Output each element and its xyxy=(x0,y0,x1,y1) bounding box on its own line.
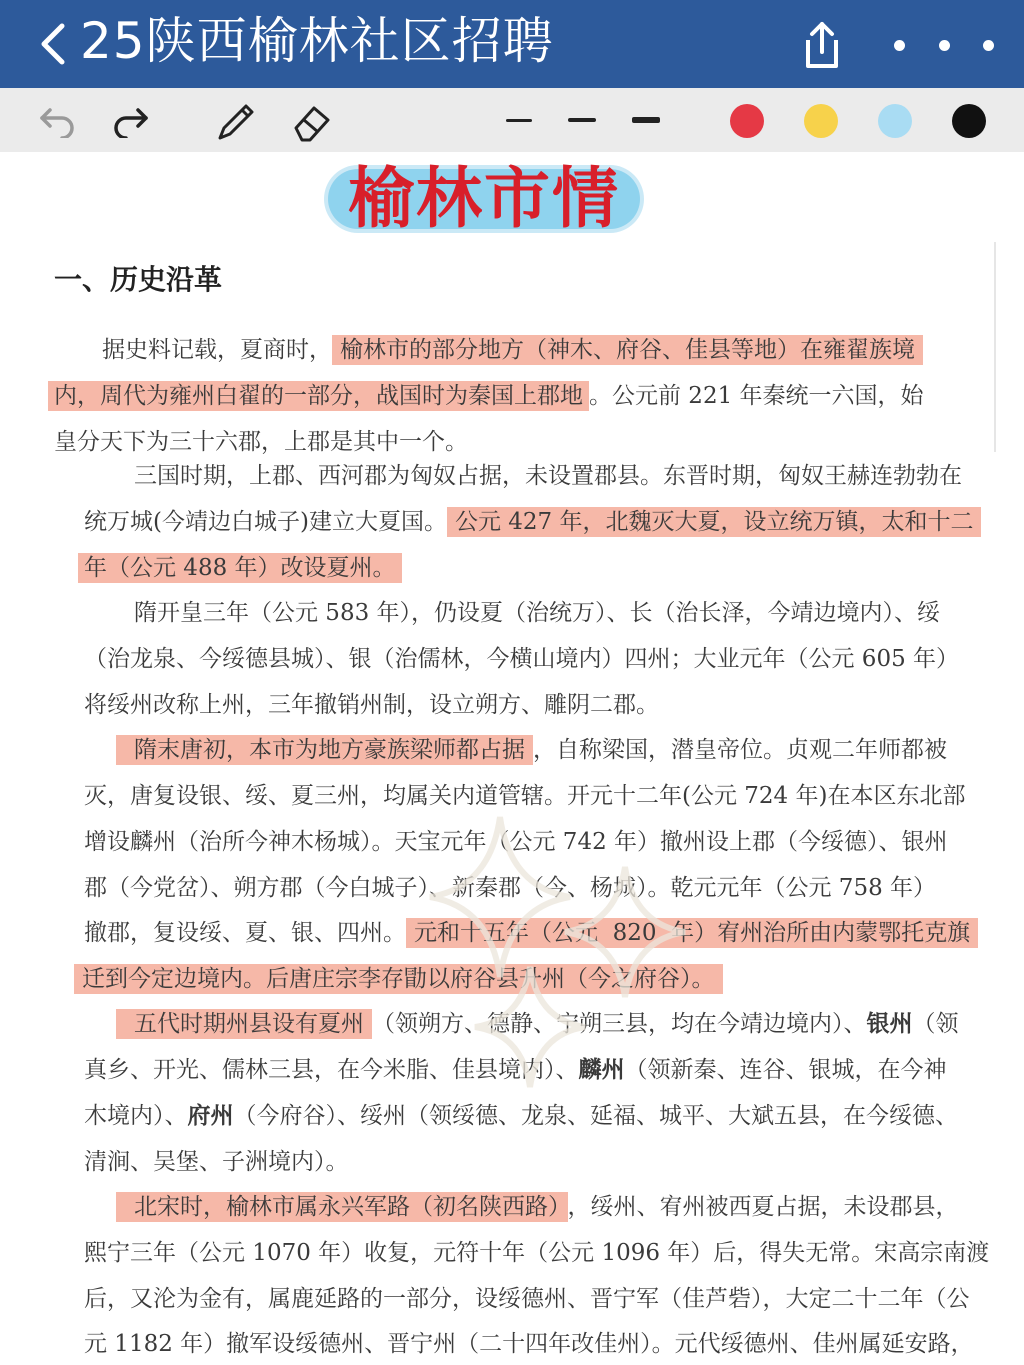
share-icon xyxy=(800,20,844,70)
top-bar xyxy=(0,0,1024,88)
text-line: 元 1182 年）撤军设绥德州、晋宁州（二十四年改佳州）。元代绥德州、佳州属延安路， xyxy=(84,1331,974,1357)
text-line: 统万城(今靖边白城子)建立大夏国。 公元 427 年，北魏灭大夏，设立统万镇，太和十二 xyxy=(84,505,981,539)
text-line: 郡（今党岔）、朔方郡（今白城子）、新秦郡（今、杨城）。乾元元年（公元 758 年） xyxy=(84,875,937,901)
highlight: 公元 427 年，北魏灭大夏，设立统万镇，太和十二 xyxy=(447,507,982,537)
text-line: 三国时期，上郡、西河郡为匈奴占据，未设置郡县。东晋时期，匈奴王赫连勃勃在 xyxy=(134,463,962,489)
text-line: 熙宁三年（公元 1070 年）收复，元符十年（公元 1096 年）后，得失无常。宋高宗南渡 xyxy=(84,1240,990,1266)
section-heading: 一、历史沿革 xyxy=(54,263,223,296)
text-line: 北宋时，榆林市属永兴军路（初名陕西路） ，绥州、宥州被西夏占据，未设郡县， xyxy=(116,1190,959,1224)
dot xyxy=(894,40,905,51)
stroke-thick[interactable] xyxy=(632,117,660,123)
text-line: 清涧、吴堡、子洲境内）。 xyxy=(84,1149,349,1175)
highlight: 五代时期州县设有夏州 xyxy=(116,1009,372,1039)
page-title: 25陕西榆林社区招聘 xyxy=(80,12,554,70)
undo-button[interactable] xyxy=(38,104,78,142)
text-line: 皇分天下为三十六郡，上郡是其中一个。 xyxy=(54,429,468,455)
more-dots-icon[interactable] xyxy=(894,30,994,60)
color-yellow[interactable] xyxy=(804,104,838,138)
text-line: 灭，唐复设银、绥、夏三州，均属关内道管辖。开元十二年(公元 724 年)在本区东北部 xyxy=(84,783,966,809)
pencil-icon xyxy=(214,100,258,144)
text-line: 将绥州改称上州，三年撤销州制，设立朔方、雕阴二郡。 xyxy=(84,692,659,718)
text-line: 真乡、开光、儒林三县，在今米脂、佳县境内）、麟州（领新秦、连谷、银城，在今神 xyxy=(84,1056,947,1083)
highlight: 迁到今定边境内。后唐庄宗李存勖以府谷县升州（今之府谷）。 xyxy=(74,964,723,994)
color-light-blue[interactable] xyxy=(878,104,912,138)
color-black[interactable] xyxy=(952,104,986,138)
highlight: 榆林市的部分地方（神木、府谷、佳县等地）在雍翟族境 xyxy=(332,335,923,365)
highlight: 内，周代为雍州白翟的一部分，战国时为秦国上郡地 xyxy=(48,381,589,411)
eraser-button[interactable] xyxy=(290,100,334,148)
scroll-indicator xyxy=(994,242,996,452)
annotation-toolbar xyxy=(0,88,1024,152)
text-line xyxy=(78,551,402,585)
document-page xyxy=(0,152,1024,1365)
highlight: 年（公元 488 年）改设夏州。 xyxy=(78,553,402,583)
eraser-icon xyxy=(290,100,334,144)
text-line: （治龙泉、今绥德县城）、银（治儒林，今横山境内）四州；大业元年（公元 605 年） xyxy=(84,646,960,672)
text-line: 隋末唐初，本市为地方豪族梁师都占据 ，自称梁国，潜皇帝位。贞观二年师都被 xyxy=(116,733,947,767)
highlight: 北宋时，榆林市属永兴军路（初名陕西路） xyxy=(116,1192,568,1222)
redo-icon xyxy=(110,104,150,138)
stroke-medium[interactable] xyxy=(568,118,596,122)
text-line: 隋开皇三年（公元 583 年），仍设夏（治统万）、长（治长泽，今靖边境内）、绥 xyxy=(134,600,941,626)
undo-icon xyxy=(38,104,78,138)
redo-button[interactable] xyxy=(110,104,150,142)
text-line: 木境内）、府州（今府谷）、绥州（领绥德、龙泉、延福、城平、大斌五县，在今绥德、 xyxy=(84,1102,958,1129)
text-line: 五代时期州县设有夏州 （领朔方、德静、宁朔三县，均在今靖边境内）、银州（领 xyxy=(116,1007,959,1041)
pencil-button[interactable] xyxy=(214,100,258,148)
color-red[interactable] xyxy=(730,104,764,138)
text-line: 据史料记载，夏商时， 榆林市的部分地方（神木、府谷、佳县等地）在雍翟族境 xyxy=(102,333,923,367)
text-line: 内，周代为雍州白翟的一部分，战国时为秦国上郡地 。公元前 221 年秦统一六国，始 xyxy=(48,379,924,413)
text-line: 后，又沦为金有，属鹿延路的一部分，设绥德州、晋宁军（佳芦砦），大定二十二年（公 xyxy=(84,1286,970,1312)
back-button[interactable] xyxy=(38,12,68,81)
dot xyxy=(939,40,950,51)
highlight: 隋末唐初，本市为地方豪族梁师都占据 xyxy=(116,735,533,765)
document-title: 榆林市情 xyxy=(348,160,620,237)
stroke-thin[interactable] xyxy=(506,119,532,122)
text-line: 撤郡，复设绥、夏、银、四州。 元和十五年（公元 820 年）宥州治所由内蒙鄂托克旗 xyxy=(84,916,978,950)
chevron-left-icon xyxy=(38,20,68,68)
highlight: 元和十五年（公元 820 年）宥州治所由内蒙鄂托克旗 xyxy=(406,918,978,948)
text-line: 增设麟州（治所今神木杨城）。天宝元年（公元 742 年）撤州设上郡（今绥德）、银州 xyxy=(84,829,948,855)
share-button[interactable] xyxy=(800,20,844,70)
text-line xyxy=(74,962,723,996)
dot xyxy=(983,40,994,51)
